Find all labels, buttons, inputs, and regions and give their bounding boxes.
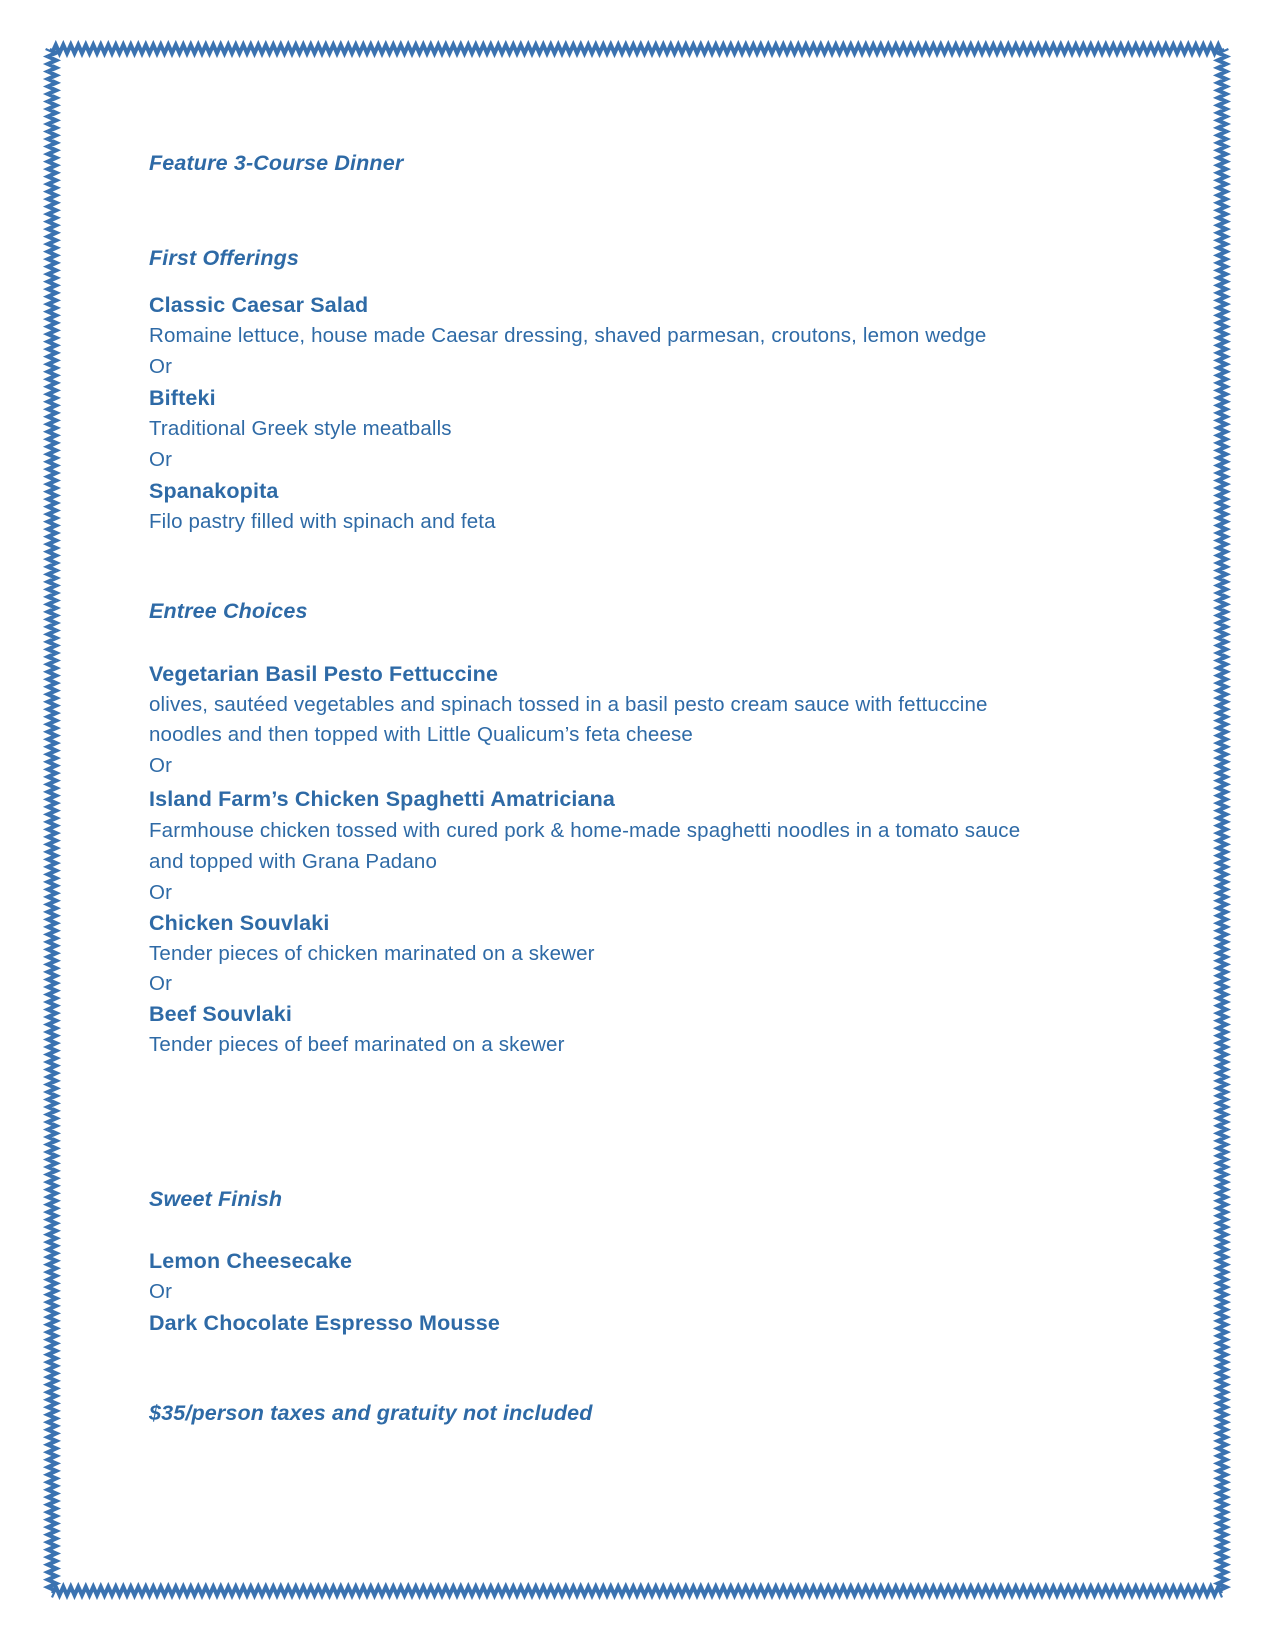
or-separator: Or	[149, 972, 173, 995]
menu-item-name: Chicken Souvlaki	[149, 911, 330, 935]
price-note: $35/person taxes and gratuity not included	[149, 1401, 593, 1425]
menu-item-name: Vegetarian Basil Pesto Fettuccine	[149, 662, 499, 686]
menu-item-description: Romaine lettuce, house made Caesar dressing, shaved parmesan, croutons, lemon wedge	[149, 324, 987, 347]
or-separator: Or	[149, 881, 173, 904]
menu-item-name: Classic Caesar Salad	[149, 293, 369, 317]
or-separator: Or	[149, 1280, 173, 1303]
menu-item-description: Tender pieces of beef marinated on a skewer	[149, 1033, 565, 1056]
menu-item-name: Beef Souvlaki	[149, 1002, 292, 1026]
section-heading-entree-choices: Entree Choices	[149, 599, 308, 623]
menu-item-description: Filo pastry filled with spinach and feta	[149, 510, 496, 533]
section-heading-first-offerings: First Offerings	[149, 246, 299, 270]
menu-item-name: Lemon Cheesecake	[149, 1249, 353, 1273]
or-separator: Or	[149, 355, 173, 378]
menu-item-description: and topped with Grana Padano	[149, 850, 437, 873]
or-separator: Or	[149, 754, 173, 777]
menu-item-description: olives, sautéed vegetables and spinach tossed in a basil pesto cream sauce with fettuccine	[149, 693, 988, 716]
menu-item-description: noodles and then topped with Little Qualicum’s feta cheese	[149, 723, 693, 746]
menu-title: Feature 3-Course Dinner	[149, 151, 404, 175]
menu-item-name: Bifteki	[149, 386, 216, 410]
menu-item-name: Island Farm’s Chicken Spaghetti Amatriciana	[149, 787, 616, 811]
menu-item-name: Spanakopita	[149, 479, 279, 503]
menu-item-description: Traditional Greek style meatballs	[149, 417, 452, 440]
menu-item-description: Farmhouse chicken tossed with cured pork & home-made spaghetti noodles in a tomato sauce	[149, 819, 1021, 842]
menu-item-name: Dark Chocolate Espresso Mousse	[149, 1311, 501, 1335]
or-separator: Or	[149, 448, 173, 471]
section-heading-sweet-finish: Sweet Finish	[149, 1187, 283, 1211]
menu-item-description: Tender pieces of chicken marinated on a skewer	[149, 942, 595, 965]
